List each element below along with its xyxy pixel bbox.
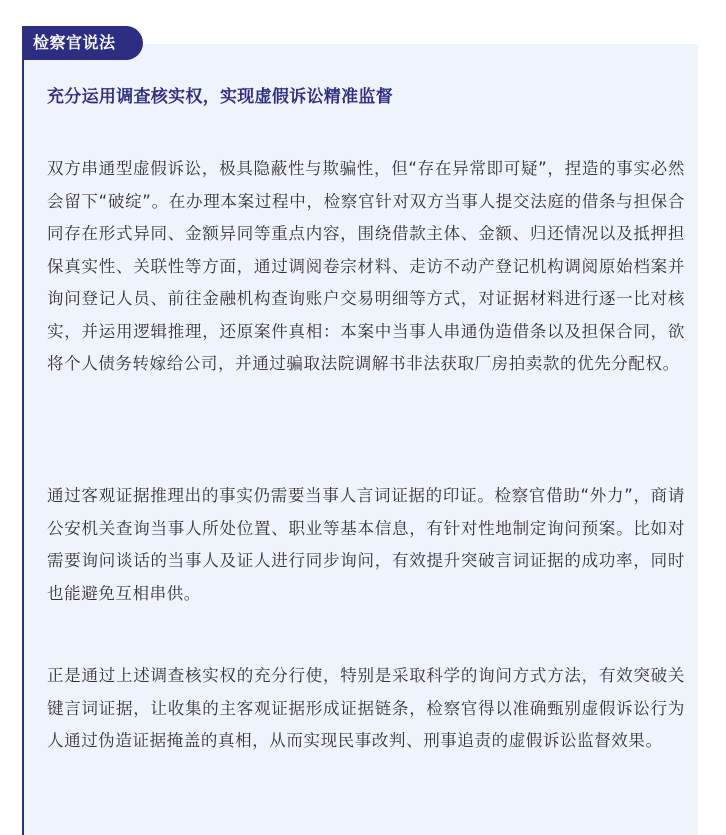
- paragraph-1: 双方串通型虚假诉讼，极具隐蔽性与欺骗性，但“存在异常即可疑”，捏造的事实必然会留下“破绽”。在办理本案过程中，检察官针对双方当事人提交法庭的借条与担保合同存在形式异同、金额异同等重点内容，围绕借款主体、金额、归还情况以及抵押担保真实性、关联性等方面，通过调阅卷宗材料、走访不动产登记机构调阅原始档案并询问登记人员、前往金融机构查询账户交易明细等方式，对证据材料进行逐一比对核实，并运用逻辑推理，还原案件真相：本案中当事人串通伪造借条以及担保合同，欲将个人债务转嫁给公司，并通过骗取法院调解书非法获取厂房拍卖款的优先分配权。: [47, 159, 685, 373]
- article-headline: 充分运用调查核实权，实现虚假诉讼精准监督: [47, 87, 393, 107]
- paragraph-2: 通过客观证据推理出的事实仍需要当事人言词证据的印证。检察官借助“外力”，商请公安机关查询当事人所处位置、职业等基本信息，有针对性地制定询问预案。比如对需要询问谈话的当事人及证人进行同步询问，有效提升突破言词证据的成功率，同时也能避免互相串供。: [47, 486, 685, 603]
- section-tag: 检察官说法: [22, 26, 143, 60]
- paragraph-3: 正是通过上述调查核实权的充分行使，特别是采取科学的询问方式方法，有效突破关键言词证据，让收集的主客观证据形成证据链条，检察官得以准确甄别虚假诉讼行为人通过伪造证据掩盖的真相，从而实现民事改判、刑事追责的虚假诉讼监督效果。: [47, 666, 685, 750]
